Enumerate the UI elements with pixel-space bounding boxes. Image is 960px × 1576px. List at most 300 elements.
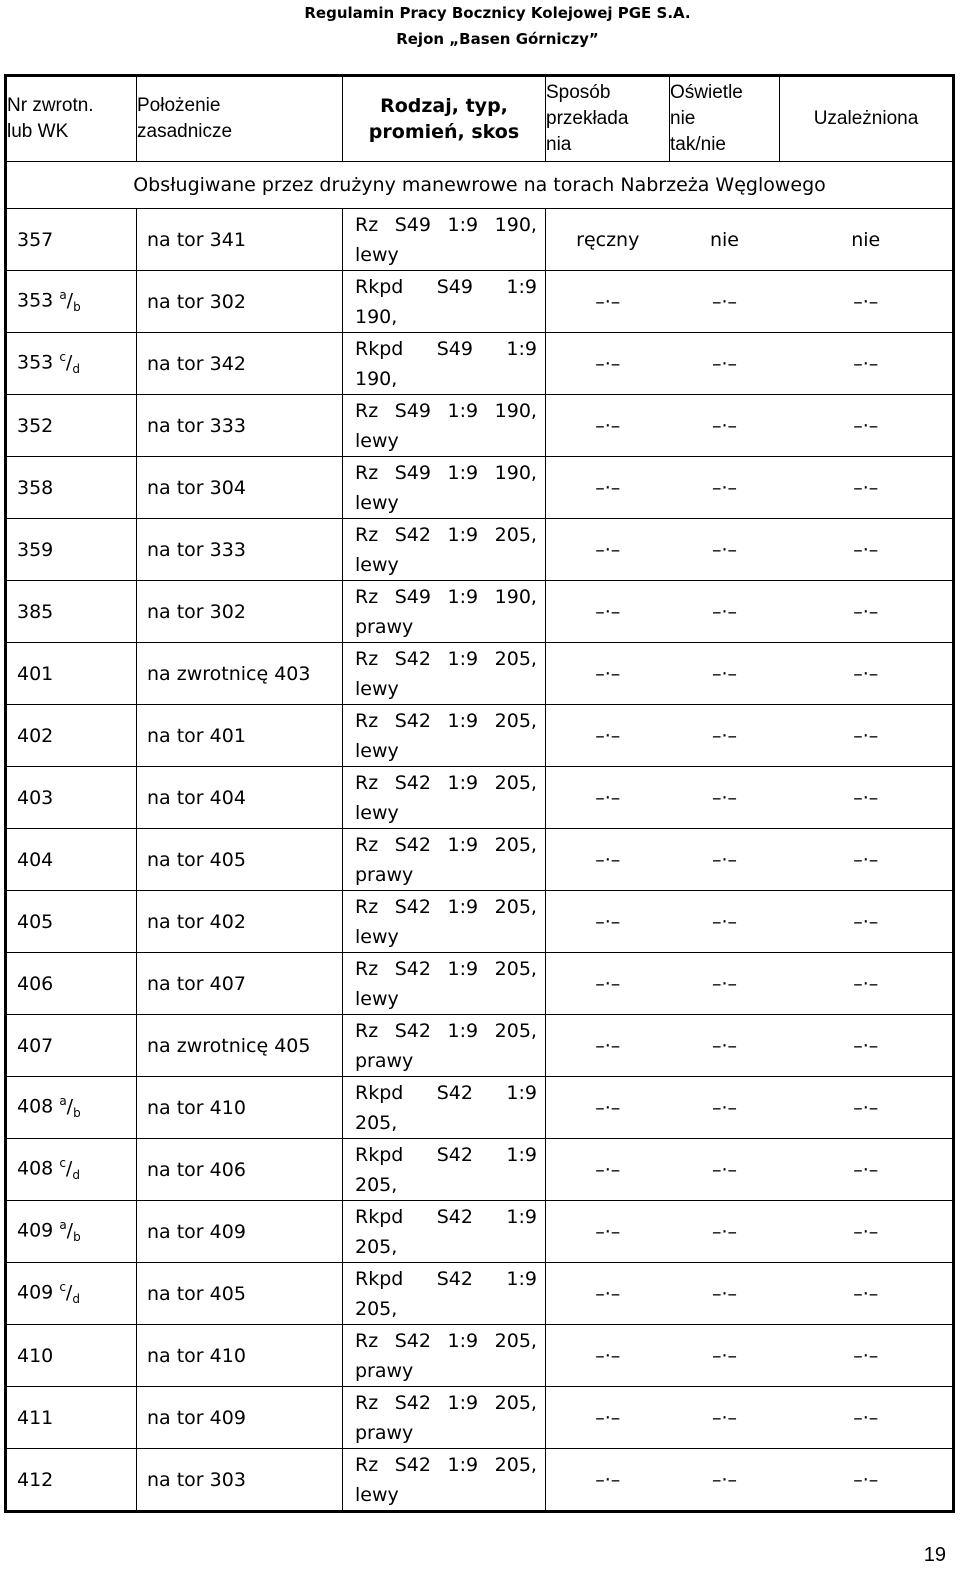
table-row xyxy=(6,829,954,891)
cell-rodzaj xyxy=(343,333,546,395)
cell-rodzaj xyxy=(343,271,546,333)
cell-nr xyxy=(6,209,137,271)
cell-rodzaj xyxy=(343,1077,546,1139)
cell-rodzaj xyxy=(343,1263,546,1325)
type-word: 205, xyxy=(494,1329,537,1352)
cell-polozenie: na tor 405 xyxy=(137,1263,343,1325)
type-line-1 xyxy=(355,830,537,860)
cell-nr: 353 $^c/_d$ xyxy=(6,333,137,395)
nr-value: 385 xyxy=(17,600,54,623)
type-word: Rz xyxy=(355,461,379,484)
cell-polozenie: na tor 402 xyxy=(137,891,343,953)
nr-value: 402 xyxy=(17,724,54,747)
type-word: 205, xyxy=(494,957,537,980)
type-word: 1:9 xyxy=(506,1205,537,1228)
cell-sposob: –·– xyxy=(546,829,670,891)
cell-sposob: –·– xyxy=(546,767,670,829)
type-word: S49 xyxy=(394,399,431,422)
cell-polozenie: na tor 333 xyxy=(137,395,343,457)
cell-oswietlenie: –·– xyxy=(670,395,780,457)
cell-uzalezniona: –·– xyxy=(780,767,954,829)
table-header-row xyxy=(6,76,954,162)
col-header-oswietlenie-line2: nie xyxy=(670,108,696,129)
type-word: Rz xyxy=(355,213,379,236)
type-line-1 xyxy=(355,1078,537,1108)
cell-uzalezniona: –·– xyxy=(780,1449,954,1512)
cell-polozenie: na tor 341 xyxy=(137,209,343,271)
type-word: 1:9 xyxy=(447,957,479,980)
cell-uzalezniona: –·– xyxy=(780,643,954,705)
type-line-2: 190, xyxy=(355,305,398,328)
type-word: 1:9 xyxy=(447,523,479,546)
nr-value: 412 xyxy=(17,1468,54,1491)
type-line-2: 205, xyxy=(355,1173,398,1196)
cell-polozenie: na tor 410 xyxy=(137,1325,343,1387)
type-line-2: lewy xyxy=(355,429,399,452)
type-line-2: lewy xyxy=(355,1483,399,1506)
nr-sup: c xyxy=(59,1156,66,1171)
cell-rodzaj xyxy=(343,829,546,891)
cell-polozenie: na tor 303 xyxy=(137,1449,343,1512)
nr-sub: d xyxy=(72,362,80,377)
cell-sposob: –·– xyxy=(546,519,670,581)
nr-sup: c xyxy=(59,1280,66,1295)
cell-nr xyxy=(6,1387,137,1449)
type-word: 190, xyxy=(494,585,537,608)
col-header-uzalezniona xyxy=(780,76,954,162)
cell-rodzaj xyxy=(343,1449,546,1512)
cell-polozenie: na tor 333 xyxy=(137,519,343,581)
table-row xyxy=(6,1139,954,1201)
cell-uzalezniona: –·– xyxy=(780,581,954,643)
type-word: Rz xyxy=(355,585,379,608)
col-header-uzalezniona-text: Uzależniona xyxy=(813,108,919,129)
nr-value: 353 xyxy=(17,351,54,374)
type-word: S49 xyxy=(436,275,473,298)
cell-uzalezniona: –·– xyxy=(780,333,954,395)
cell-uzalezniona: –·– xyxy=(780,705,954,767)
cell-nr xyxy=(6,953,137,1015)
table-row xyxy=(6,271,954,333)
col-header-rodzaj-line1: Rodzaj, typ, xyxy=(380,95,508,117)
cell-oswietlenie: –·– xyxy=(670,705,780,767)
type-line-2: lewy xyxy=(355,553,399,576)
type-word: Rz xyxy=(355,771,379,794)
cell-nr xyxy=(6,457,137,519)
type-word: Rz xyxy=(355,1453,379,1476)
nr-value: 353 xyxy=(17,289,54,312)
cell-nr: 409 $^a/_b$ xyxy=(6,1201,137,1263)
cell-nr xyxy=(6,581,137,643)
col-header-sposob-line3: nia xyxy=(546,134,572,155)
type-word: Rz xyxy=(355,399,379,422)
type-word: S42 xyxy=(394,771,431,794)
type-word: Rz xyxy=(355,1329,379,1352)
type-word: 190, xyxy=(494,213,537,236)
cell-oswietlenie: –·– xyxy=(670,1015,780,1077)
type-word: 1:9 xyxy=(447,1453,479,1476)
cell-nr xyxy=(6,519,137,581)
col-header-sposob xyxy=(546,76,670,162)
type-line-2: lewy xyxy=(355,925,399,948)
type-word: Rkpd xyxy=(355,275,404,298)
nr-sub: b xyxy=(73,300,81,315)
cell-oswietlenie: –·– xyxy=(670,891,780,953)
cell-rodzaj xyxy=(343,643,546,705)
document-header xyxy=(0,0,960,52)
type-line-1 xyxy=(355,1326,537,1356)
cell-rodzaj xyxy=(343,891,546,953)
type-word: 205, xyxy=(494,895,537,918)
cell-sposob: –·– xyxy=(546,1015,670,1077)
cell-rodzaj xyxy=(343,1387,546,1449)
type-word: Rkpd xyxy=(355,1205,404,1228)
table-row xyxy=(6,643,954,705)
cell-uzalezniona: –·– xyxy=(780,519,954,581)
nr-sub: d xyxy=(72,1168,80,1183)
type-line-1 xyxy=(355,768,537,798)
cell-rodzaj xyxy=(343,519,546,581)
cell-sposob: –·– xyxy=(546,1077,670,1139)
cell-uzalezniona: –·– xyxy=(780,457,954,519)
cell-uzalezniona: –·– xyxy=(780,395,954,457)
nr-value: 352 xyxy=(17,414,54,437)
type-word: S49 xyxy=(436,337,473,360)
cell-sposob: –·– xyxy=(546,581,670,643)
cell-oswietlenie: –·– xyxy=(670,1325,780,1387)
cell-sposob: –·– xyxy=(546,395,670,457)
type-word: S42 xyxy=(436,1081,473,1104)
table-row xyxy=(6,767,954,829)
cell-uzalezniona: –·– xyxy=(780,1139,954,1201)
table-row xyxy=(6,581,954,643)
type-line-1 xyxy=(355,706,537,736)
cell-polozenie: na tor 401 xyxy=(137,705,343,767)
type-word: 1:9 xyxy=(447,1329,479,1352)
type-word: 1:9 xyxy=(447,461,479,484)
type-word: S42 xyxy=(394,1019,431,1042)
type-word: S42 xyxy=(394,1329,431,1352)
col-header-sposob-line1: Sposób xyxy=(546,82,611,103)
type-line-1 xyxy=(355,1450,537,1480)
cell-polozenie: na zwrotnicę 405 xyxy=(137,1015,343,1077)
cell-polozenie: na tor 342 xyxy=(137,333,343,395)
nr-value: 410 xyxy=(17,1344,54,1367)
cell-nr: 408 $^c/_d$ xyxy=(6,1139,137,1201)
page-number: 19 xyxy=(923,1544,946,1566)
nr-value: 408 xyxy=(17,1157,54,1180)
type-line-1 xyxy=(355,272,537,302)
cell-polozenie: na tor 410 xyxy=(137,1077,343,1139)
nr-value: 407 xyxy=(17,1034,54,1057)
type-line-1 xyxy=(355,1388,537,1418)
cell-oswietlenie: –·– xyxy=(670,1263,780,1325)
cell-uzalezniona: –·– xyxy=(780,1015,954,1077)
type-word: 1:9 xyxy=(506,337,537,360)
cell-sposob: –·– xyxy=(546,333,670,395)
table-row xyxy=(6,1015,954,1077)
nr-sub: d xyxy=(72,1292,80,1307)
nr-value: 404 xyxy=(17,848,54,871)
table-row xyxy=(6,1263,954,1325)
nr-value: 357 xyxy=(17,228,54,251)
type-line-2: lewy xyxy=(355,491,399,514)
type-line-1 xyxy=(355,892,537,922)
cell-rodzaj xyxy=(343,1015,546,1077)
cell-polozenie: na tor 406 xyxy=(137,1139,343,1201)
cell-uzalezniona: nie xyxy=(780,209,954,271)
type-word: 205, xyxy=(494,647,537,670)
cell-sposob: –·– xyxy=(546,1387,670,1449)
cell-sposob: –·– xyxy=(546,1263,670,1325)
nr-value: 408 xyxy=(17,1095,54,1118)
table-row xyxy=(6,519,954,581)
type-word: 205, xyxy=(494,1391,537,1414)
type-line-2: 205, xyxy=(355,1235,398,1258)
table-row xyxy=(6,209,954,271)
type-word: Rz xyxy=(355,833,379,856)
type-word: S49 xyxy=(394,213,431,236)
type-word: 205, xyxy=(494,833,537,856)
cell-oswietlenie: –·– xyxy=(670,519,780,581)
cell-nr xyxy=(6,1449,137,1512)
cell-oswietlenie: –·– xyxy=(670,1387,780,1449)
cell-rodzaj xyxy=(343,1139,546,1201)
cell-rodzaj xyxy=(343,457,546,519)
type-word: 1:9 xyxy=(506,1081,537,1104)
type-line-1 xyxy=(355,1016,537,1046)
cell-polozenie: na tor 404 xyxy=(137,767,343,829)
type-word: 1:9 xyxy=(447,709,479,732)
type-word: 1:9 xyxy=(506,1143,537,1166)
section-title: Obsługiwane przez drużyny manewrowe na torach Nabrzeża Węglowego xyxy=(6,162,954,209)
nr-value: 406 xyxy=(17,972,54,995)
type-word: 1:9 xyxy=(447,585,479,608)
cell-nr: 408 $^a/_b$ xyxy=(6,1077,137,1139)
cell-sposob: –·– xyxy=(546,457,670,519)
cell-nr xyxy=(6,1015,137,1077)
type-line-2: lewy xyxy=(355,243,399,266)
nr-value: 409 xyxy=(17,1281,54,1304)
type-word: 205, xyxy=(494,771,537,794)
cell-sposob: –·– xyxy=(546,1449,670,1512)
type-word: Rz xyxy=(355,647,379,670)
type-word: S42 xyxy=(394,895,431,918)
cell-uzalezniona: –·– xyxy=(780,829,954,891)
table-row xyxy=(6,1387,954,1449)
type-word: Rkpd xyxy=(355,337,404,360)
type-line-2: prawy xyxy=(355,1049,414,1072)
type-line-2: 205, xyxy=(355,1111,398,1134)
type-word: 205, xyxy=(494,709,537,732)
col-header-oswietlenie xyxy=(670,76,780,162)
cell-polozenie: na tor 302 xyxy=(137,271,343,333)
cell-uzalezniona: –·– xyxy=(780,1077,954,1139)
type-word: S42 xyxy=(394,647,431,670)
cell-polozenie: na tor 409 xyxy=(137,1387,343,1449)
type-word: S42 xyxy=(394,957,431,980)
col-header-polozenie-line2: zasadnicze xyxy=(137,121,233,142)
type-word: S49 xyxy=(394,585,431,608)
type-line-1 xyxy=(355,644,537,674)
cell-sposob: –·– xyxy=(546,1139,670,1201)
type-word: Rz xyxy=(355,1391,379,1414)
type-line-1 xyxy=(355,334,537,364)
type-line-2: lewy xyxy=(355,801,399,824)
cell-oswietlenie: –·– xyxy=(670,1139,780,1201)
type-line-1 xyxy=(355,1140,537,1170)
table-row xyxy=(6,1449,954,1512)
cell-polozenie: na tor 405 xyxy=(137,829,343,891)
cell-sposob: –·– xyxy=(546,271,670,333)
cell-sposob: –·– xyxy=(546,643,670,705)
section-row xyxy=(6,162,954,209)
col-header-nr-line1: Nr zwrotn. xyxy=(7,95,94,116)
type-line-1 xyxy=(355,458,537,488)
table-row xyxy=(6,953,954,1015)
col-header-nr xyxy=(6,76,137,162)
nr-sub: b xyxy=(73,1230,81,1245)
cell-nr xyxy=(6,1325,137,1387)
cell-rodzaj xyxy=(343,209,546,271)
cell-sposob: –·– xyxy=(546,705,670,767)
cell-sposob: –·– xyxy=(546,1325,670,1387)
cell-uzalezniona: –·– xyxy=(780,953,954,1015)
cell-uzalezniona: –·– xyxy=(780,1387,954,1449)
type-word: S42 xyxy=(436,1267,473,1290)
type-word: 1:9 xyxy=(447,213,479,236)
cell-rodzaj xyxy=(343,1325,546,1387)
table-row xyxy=(6,891,954,953)
cell-rodzaj xyxy=(343,953,546,1015)
nr-sup: c xyxy=(59,350,66,365)
cell-sposob: ręczny xyxy=(546,209,670,271)
type-word: 1:9 xyxy=(447,1019,479,1042)
type-line-2: prawy xyxy=(355,1421,414,1444)
type-word: 205, xyxy=(494,523,537,546)
type-word: 1:9 xyxy=(447,1391,479,1414)
type-word: 1:9 xyxy=(506,275,537,298)
type-line-2: prawy xyxy=(355,615,414,638)
cell-nr: 409 $^c/_d$ xyxy=(6,1263,137,1325)
cell-rodzaj xyxy=(343,767,546,829)
col-header-polozenie xyxy=(137,76,343,162)
type-line-1 xyxy=(355,582,537,612)
cell-polozenie: na tor 407 xyxy=(137,953,343,1015)
cell-rodzaj xyxy=(343,705,546,767)
switches-table xyxy=(4,74,955,1513)
col-header-rodzaj-line2: promień, skos xyxy=(368,121,520,143)
cell-oswietlenie: nie xyxy=(670,209,780,271)
type-line-2: prawy xyxy=(355,863,414,886)
cell-nr xyxy=(6,829,137,891)
cell-rodzaj xyxy=(343,581,546,643)
cell-uzalezniona: –·– xyxy=(780,1201,954,1263)
cell-oswietlenie: –·– xyxy=(670,953,780,1015)
nr-value: 403 xyxy=(17,786,54,809)
nr-value: 409 xyxy=(17,1219,54,1242)
type-word: 1:9 xyxy=(506,1267,537,1290)
col-header-polozenie-line1: Położenie xyxy=(137,95,221,116)
cell-polozenie: na zwrotnicę 403 xyxy=(137,643,343,705)
type-word: Rkpd xyxy=(355,1081,404,1104)
table-row xyxy=(6,1325,954,1387)
type-word: 1:9 xyxy=(447,771,479,794)
cell-oswietlenie: –·– xyxy=(670,333,780,395)
nr-value: 359 xyxy=(17,538,54,561)
type-word: S42 xyxy=(394,1391,431,1414)
table-row xyxy=(6,333,954,395)
cell-oswietlenie: –·– xyxy=(670,1077,780,1139)
type-line-1 xyxy=(355,1264,537,1294)
type-line-1 xyxy=(355,396,537,426)
cell-oswietlenie: –·– xyxy=(670,1201,780,1263)
nr-value: 401 xyxy=(17,662,54,685)
table-row xyxy=(6,705,954,767)
cell-oswietlenie: –·– xyxy=(670,581,780,643)
cell-oswietlenie: –·– xyxy=(670,271,780,333)
type-word: Rz xyxy=(355,957,379,980)
cell-nr xyxy=(6,705,137,767)
type-word: S42 xyxy=(394,709,431,732)
cell-rodzaj xyxy=(343,1201,546,1263)
type-line-2: 190, xyxy=(355,367,398,390)
cell-nr xyxy=(6,395,137,457)
header-line-1: Regulamin Pracy Bocznicy Kolejowej PGE S.A. xyxy=(304,4,691,22)
type-line-2: lewy xyxy=(355,987,399,1010)
type-word: 1:9 xyxy=(447,833,479,856)
type-word: Rz xyxy=(355,709,379,732)
type-word: 1:9 xyxy=(447,895,479,918)
cell-uzalezniona: –·– xyxy=(780,891,954,953)
col-header-nr-line2: lub WK xyxy=(7,121,69,142)
type-word: S42 xyxy=(436,1205,473,1228)
nr-value: 411 xyxy=(17,1406,54,1429)
cell-sposob: –·– xyxy=(546,891,670,953)
nr-sup: a xyxy=(59,1094,67,1109)
cell-uzalezniona: –·– xyxy=(780,271,954,333)
nr-sup: a xyxy=(59,288,67,303)
header-line-2: Rejon „Basen Górniczy” xyxy=(396,30,599,48)
cell-oswietlenie: –·– xyxy=(670,457,780,519)
type-word: Rkpd xyxy=(355,1143,404,1166)
type-word: S49 xyxy=(394,461,431,484)
type-word: 190, xyxy=(494,461,537,484)
type-word: S42 xyxy=(394,523,431,546)
table-row xyxy=(6,457,954,519)
cell-oswietlenie: –·– xyxy=(670,643,780,705)
type-word: 1:9 xyxy=(447,647,479,670)
cell-oswietlenie: –·– xyxy=(670,1449,780,1512)
cell-polozenie: na tor 409 xyxy=(137,1201,343,1263)
cell-nr xyxy=(6,891,137,953)
type-word: S42 xyxy=(394,833,431,856)
type-word: 205, xyxy=(494,1453,537,1476)
cell-sposob: –·– xyxy=(546,1201,670,1263)
cell-sposob: –·– xyxy=(546,953,670,1015)
type-line-2: prawy xyxy=(355,1359,414,1382)
table-row xyxy=(6,1077,954,1139)
col-header-rodzaj xyxy=(343,76,546,162)
cell-uzalezniona: –·– xyxy=(780,1263,954,1325)
col-header-oswietlenie-line3: tak/nie xyxy=(670,134,726,155)
type-word: Rz xyxy=(355,895,379,918)
type-word: S42 xyxy=(394,1453,431,1476)
cell-nr xyxy=(6,643,137,705)
col-header-oswietlenie-line1: Oświetle xyxy=(670,82,743,103)
cell-oswietlenie: –·– xyxy=(670,829,780,891)
type-word: 205, xyxy=(494,1019,537,1042)
